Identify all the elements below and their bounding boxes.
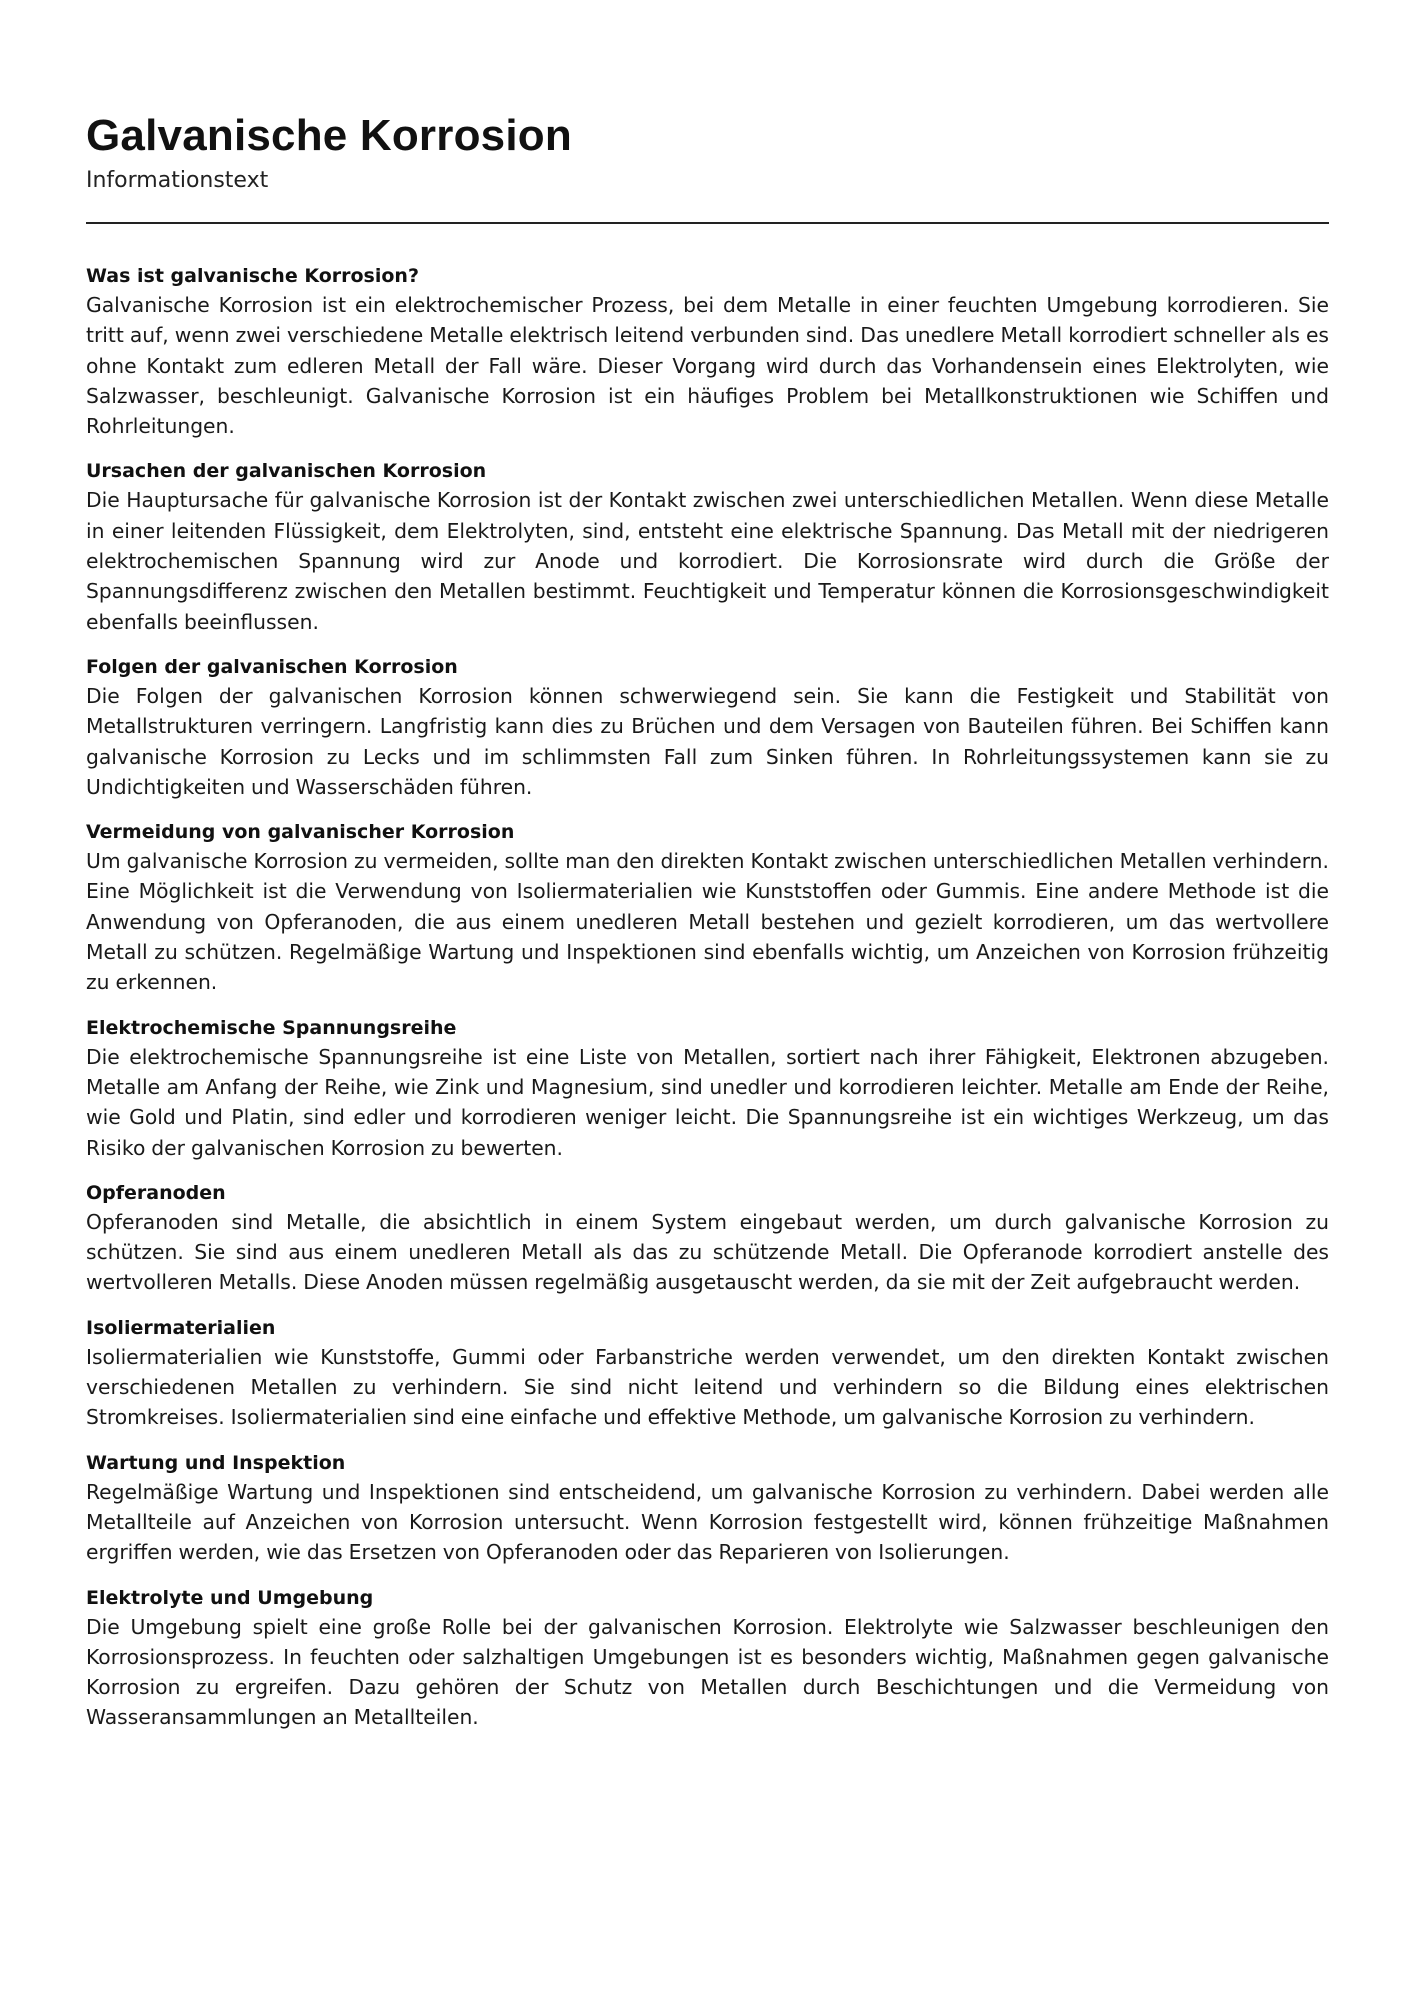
document-header [86, 110, 1329, 222]
document-body [86, 262, 1329, 1733]
section-paragraph: Die Umgebung spielt eine große Rolle bei der galvanischen Korrosion. Elektrolyte wie Salzwasser beschleunigen den Korrosionsprozess. In feuchten oder salzhaltigen Umgebungen ist es besonders wichtig, Maßnahmen gegen galvanische Korrosion zu ergreifen. Dazu gehören der Schutz von Metallen durch Beschichtungen und die Vermeidung von Wasseransammlungen an Metallteilen. [86, 1614, 1329, 1730]
section-causes [86, 457, 1329, 636]
section-heading: Was ist galvanische Korrosion? [86, 265, 419, 287]
section-heading: Elektrolyte und Umgebung [86, 1586, 374, 1609]
section-paragraph: Die elektrochemische Spannungsreihe ist eine Liste von Metallen, sortiert nach ihrer Fähigkeit, Elektronen abzugeben. Metalle am Anfang der Reihe, wie Zink und Magnesium, sind unedler und korrodieren leichter. Metalle am Ende der Reihe, wie Gold und Platin, sind edler und korrodieren weniger leicht. Die Spannungsreihe ist ein wichtiges Werkzeug, um das Risiko der galvanischen Korrosion zu bewerten. [86, 1044, 1329, 1160]
section-heading: Isoliermaterialien [86, 1316, 276, 1339]
section-prevention [86, 818, 1329, 997]
section-heading: Vermeidung von galvanischer Korrosion [86, 821, 515, 844]
document-subtitle: Informationstext [86, 168, 269, 193]
section-what-is [86, 262, 1329, 441]
section-heading: Folgen der galvanischen Korrosion [86, 655, 458, 678]
section-paragraph: Isoliermaterialien wie Kunststoffe, Gummi oder Farbanstriche werden verwendet, um den direkten Kontakt zwischen verschiedenen Metallen zu verhindern. Sie sind nicht leitend und verhindern so die Bildung eines elektrischen Stromkreises. Isoliermaterialien sind eine einfache und effektive Methode, um galvanische Korrosion zu verhindern. [86, 1344, 1329, 1430]
section-insulation-materials [86, 1314, 1329, 1433]
section-electrolytes-environment [86, 1584, 1329, 1733]
header-divider [86, 222, 1329, 224]
section-paragraph: Die Hauptursache für galvanische Korrosion ist der Kontakt zwischen zwei unterschiedlichen Metallen. Wenn diese Metalle in einer leitenden Flüssigkeit, dem Elektrolyten, sind, entsteht eine elektrische Spannung. Das Metall mit der niedrigeren elektrochemischen Spannung wird zur Anode und korrodiert. Die Korrosionsrate wird durch die Größe der Spannungsdifferenz zwischen den Metallen bestimmt. Feuchtigkeit und Temperatur können die Korrosionsgeschwindigkeit ebenfalls beeinflussen. [86, 488, 1329, 634]
section-heading: Elektrochemische Spannungsreihe [86, 1016, 457, 1039]
section-paragraph: Die Folgen der galvanischen Korrosion können schwerwiegend sein. Sie kann die Festigkeit und Stabilität von Metallstrukturen verringern. Langfristig kann dies zu Brüchen und dem Versagen von Bauteilen führen. Bei Schiffen kann galvanische Korrosion zu Lecks und im schlimmsten Fall zum Sinken führen. In Rohrleitungssystemen kann sie zu Undichtigkeiten und Wasserschäden führen. [86, 683, 1329, 799]
section-heading: Ursachen der galvanischen Korrosion [86, 460, 487, 483]
section-heading: Opferanoden [86, 1181, 226, 1204]
section-paragraph: Opferanoden sind Metalle, die absichtlich in einem System eingebaut werden, um durch galvanische Korrosion zu schützen. Sie sind aus einem unedleren Metall als das zu schützende Metall. Die Opferanode korrodiert anstelle des wertvolleren Metalls. Diese Anoden müssen regelmäßig ausgetauscht werden, da sie mit der Zeit aufgebraucht werden. [86, 1209, 1329, 1295]
section-consequences [86, 653, 1329, 802]
section-paragraph: Galvanische Korrosion ist ein elektrochemischer Prozess, bei dem Metalle in einer feuchten Umgebung korrodieren. Sie tritt auf, wenn zwei verschiedene Metalle elektrisch leitend verbunden sind. Das unedlere Metall korrodiert schneller als es ohne Kontakt zum edleren Metall der Fall wäre. Dieser Vorgang wird durch das Vorhandensein eines Elektrolyten, wie Salzwasser, beschleunigt. Galvanische Korrosion ist ein häufiges Problem bei Metallkonstruktionen wie Schiffen und Rohrleitungen. [86, 293, 1329, 439]
section-sacrificial-anodes [86, 1179, 1329, 1298]
document-title: Galvanische Korrosion [86, 111, 572, 160]
section-electrochemical-series [86, 1014, 1329, 1163]
section-paragraph: Regelmäßige Wartung und Inspektionen sind entscheidend, um galvanische Korrosion zu verhindern. Dabei werden alle Metallteile auf Anzeichen von Korrosion untersucht. Wenn Korrosion festgestellt wird, können frühzeitige Maßnahmen ergriffen werden, wie das Ersetzen von Opferanoden oder das Reparieren von Isolierungen. [86, 1479, 1329, 1565]
section-heading: Wartung und Inspektion [86, 1451, 346, 1474]
section-maintenance [86, 1449, 1329, 1568]
section-paragraph: Um galvanische Korrosion zu vermeiden, sollte man den direkten Kontakt zwischen unterschiedlichen Metallen verhindern. Eine Möglichkeit ist die Verwendung von Isoliermaterialien wie Kunststoffen oder Gummis. Eine andere Methode ist die Anwendung von Opferanoden, die aus einem unedleren Metall bestehen und gezielt korrodieren, um das wertvollere Metall zu schützen. Regelmäßige Wartung und Inspektionen sind ebenfalls wichtig, um Anzeichen von Korrosion frühzeitig zu erkennen. [86, 849, 1329, 995]
